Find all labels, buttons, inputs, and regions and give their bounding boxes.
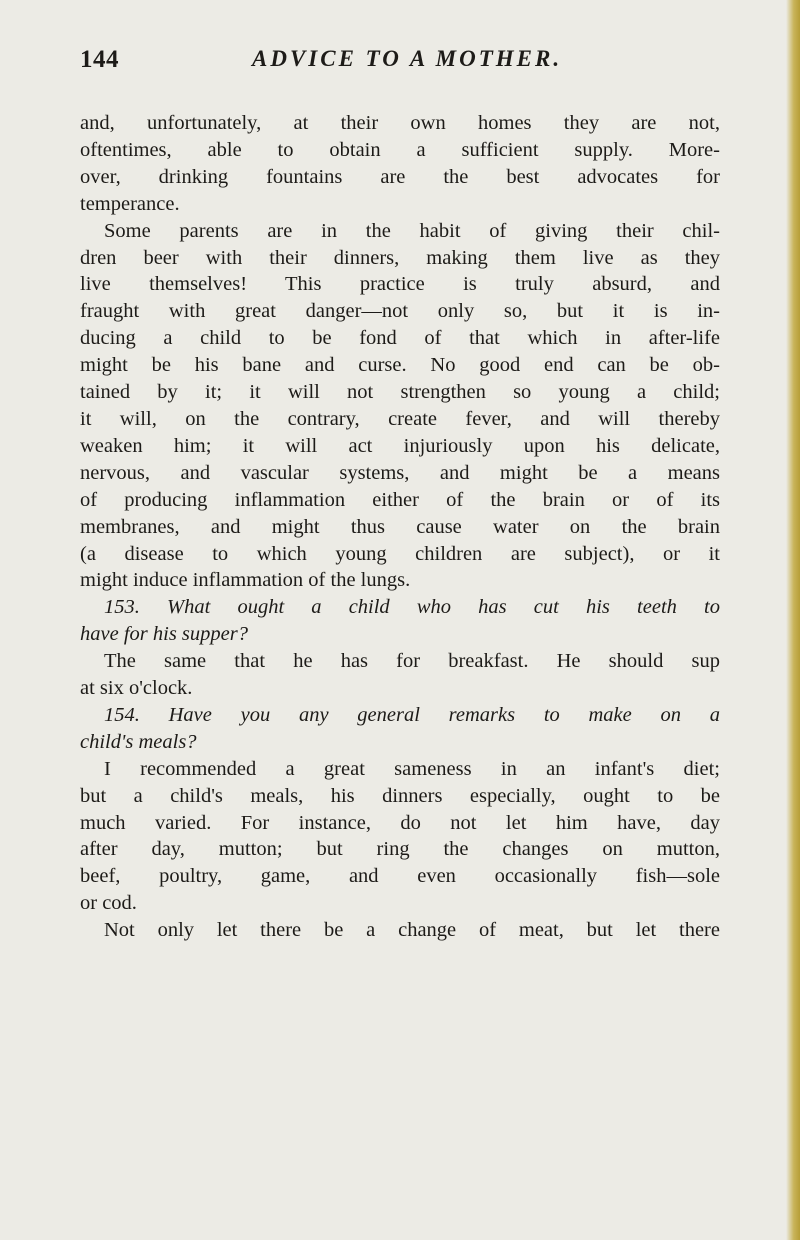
text-line: dren beer with their dinners, making them live as they bbox=[80, 246, 720, 269]
question-line: 154. Have you any general remarks to make on a bbox=[104, 703, 720, 726]
running-head: ADVICE TO A MOTHER. bbox=[252, 46, 563, 71]
text-line: weaken him; it will act injuriously upon his delicate, bbox=[80, 434, 720, 457]
text-line: and, unfortunately, at their own homes they are not, bbox=[80, 112, 720, 134]
text-line: or cod. bbox=[80, 892, 137, 915]
text-line: ducing a child to be fond of that which in after-life bbox=[80, 327, 720, 350]
text-line: after day, mutton; but ring the changes on mutton, bbox=[80, 838, 720, 861]
text-line: temperance. bbox=[80, 192, 180, 215]
text-line: it will, on the contrary, create fever, and will thereby bbox=[80, 407, 720, 430]
text-line: might induce inflammation of the lungs. bbox=[80, 569, 411, 592]
text-line: tained by it; it will not strengthen so young a child; bbox=[80, 381, 720, 404]
text-line: The same that he has for breakfast. He should sup bbox=[104, 650, 720, 673]
text-line: fraught with great danger—not only so, but it is in- bbox=[80, 300, 720, 323]
text-line: beef, poultry, game, and even occasionally fish—sole bbox=[80, 865, 720, 888]
text-line: much varied. For instance, do not let him have, day bbox=[80, 811, 720, 834]
question-line: have for his supper? bbox=[80, 623, 248, 646]
page-number: 144 bbox=[80, 46, 119, 73]
text-line: (a disease to which young children are subject), or it bbox=[80, 542, 720, 565]
text-line: Some parents are in the habit of giving their chil- bbox=[104, 219, 720, 242]
text-line: might be his bane and curse. No good end can be ob- bbox=[80, 354, 720, 377]
text-line: nervous, and vascular systems, and might be a means bbox=[80, 461, 720, 484]
page-edge-stain bbox=[786, 0, 800, 1240]
question-line: child's meals? bbox=[80, 730, 197, 753]
text-line: membranes, and might thus cause water on the brain bbox=[80, 515, 720, 538]
text-line: Not only let there be a change of meat, but let there bbox=[104, 919, 720, 942]
page-header bbox=[80, 42, 720, 82]
text-line: over, drinking fountains are the best advocates for bbox=[80, 165, 720, 188]
text-line: oftentimes, able to obtain a sufficient supply. More- bbox=[80, 138, 720, 161]
text-line: I recommended a great sameness in an infant's diet; bbox=[104, 757, 720, 780]
text-line: but a child's meals, his dinners especially, ought to be bbox=[80, 784, 720, 807]
text-line: live themselves! This practice is truly absurd, and bbox=[80, 273, 720, 296]
text-line: of producing inflammation either of the brain or of its bbox=[80, 488, 720, 511]
text-line: at six o'clock. bbox=[80, 677, 193, 700]
body-text bbox=[80, 110, 720, 944]
question-line: 153. What ought a child who has cut his teeth to bbox=[104, 596, 720, 619]
